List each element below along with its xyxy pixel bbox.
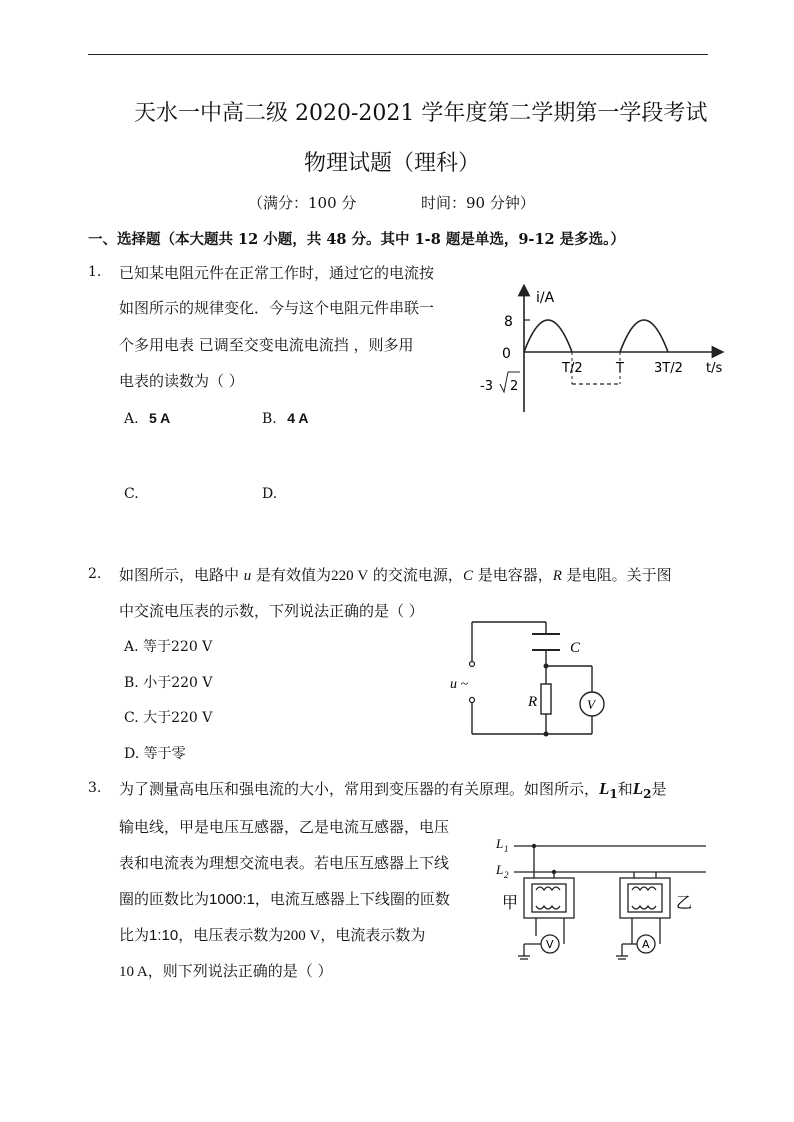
text-run: 比为 [119,926,150,944]
score-info: （满分：100 分 [248,194,357,212]
q1-line-1: 已知某电阻元件在正常工作时，通过它的电流按 [119,264,435,282]
text-run: 是电阻。关于图 [561,566,672,584]
text-run: ，则下列说法正确的是（ ） [147,962,333,980]
text-run: 如图所示，电路中 [119,566,244,584]
value-200v: 200 V [283,928,321,944]
subscript: 1 [504,844,509,854]
tick-label-period: T [616,361,624,376]
current-time-graph [470,284,730,424]
terminal-icon [470,698,475,703]
symbol-l1: L [599,779,610,798]
origin-label: 0 [502,346,511,362]
subscript: 2 [504,870,509,880]
header-rule [88,54,708,55]
q1-option-d[interactable]: D. [262,486,278,502]
tick-label-8: 8 [504,314,513,330]
junction-dot [552,870,556,874]
q2-option-d[interactable]: D. 等于零 [124,746,186,762]
positive-half-wave-1 [524,320,572,352]
label-yi: 乙 [676,893,693,912]
q3-line-3: 表和电流表为理想交流电表。若电压互感器上下线 [119,854,450,872]
time-info: 时间：90 分钟） [421,194,535,212]
exam-subtitle: 物理试题（理科） [304,151,481,176]
q2-option-a[interactable]: A. 等于220 V [124,639,213,655]
junction-dot [544,732,549,737]
value-220v: 220 V [331,568,369,584]
text-run: ，电流互感器上下线圈的匝数 [254,890,450,908]
question-number: 2. [88,566,102,582]
text-run: 圈的匝数比为 [119,890,210,908]
junction-dot [544,664,549,669]
terminal-icon [470,662,475,667]
voltmeter-icon: V [546,938,554,951]
q2-line-2: 中交流电压表的示数，下列说法正确的是（ ） [119,602,424,620]
option-letter: B. [262,411,277,427]
option-value: 5 A [149,410,171,426]
ratio-voltage: 1000:1 [209,891,255,908]
text-run: 是有效值为 [251,566,332,584]
transformer-diagram [494,828,714,968]
line-l1-label: L [496,836,504,851]
q1-line-4: 电表的读数为（ ） [119,372,244,390]
ratio-current: 1:10 [149,927,179,944]
q1-option-b[interactable] [262,410,308,427]
q1-line-3: 个多用电表 已调至交变电流电流挡 ，则多用 [119,336,414,354]
text-run: ，电压表示数为 [178,926,284,944]
q2-option-b[interactable]: B. 小于220 V [124,675,213,691]
symbol-u: u [243,568,252,584]
subscript: 2 [643,787,652,801]
sqrt-operand: 2 [510,379,519,394]
q1-option-a[interactable] [124,410,170,427]
q3-line-2: 输电线，甲是电压互感器，乙是电流互感器，电压 [119,818,450,836]
ammeter-icon: A [642,938,650,951]
symbol-c: C [462,568,473,584]
label-jia: 甲 [502,893,519,912]
tick-label-half-period: T/2 [562,361,583,376]
text-run: 和 [617,780,633,798]
question-number: 1. [88,264,102,280]
q1-option-c[interactable]: C. [124,486,139,502]
x-axis-label: t/s [706,361,723,376]
junction-dot [532,844,536,848]
subscript: 1 [609,787,618,801]
question-number: 3. [88,780,102,796]
q3-line-1 [119,778,667,801]
q3-line-5 [119,924,425,945]
tick-label-three-half: 3T/2 [654,361,683,376]
symbol-l2: L [632,779,644,798]
text-run: 的交流电源， [368,566,463,584]
y-axis-label: i/A [536,290,555,306]
line-l2-label: L [496,862,504,877]
q3-line-4 [119,888,450,909]
source-label: u ~ [450,677,469,692]
section-heading: 一、选择题（本大题共 12 小题，共 48 分。其中 1-8 题是单选，9-12 是多选。） [88,231,625,248]
text-run: ，电流表示数为 [320,926,426,944]
option-letter: A. [124,411,139,427]
q2-line-1 [119,564,672,585]
capacitor-label: C [570,640,581,656]
capacitor-circuit-diagram [450,614,630,744]
q2-option-c[interactable]: C. 大于220 V [124,710,213,726]
exam-title: 天水一中高二级 2020-2021 学年度第二学期第一学段考试 [134,101,708,126]
option-value: 4 A [287,410,309,426]
text-run: 为了测量高电压和强电流的大小，常用到变压器的有关原理。如图所示， [119,780,600,798]
symbol-r: R [552,568,562,584]
text-run: 是 [651,780,667,798]
value-10a: 10 A [119,964,148,980]
resistor-label: R [528,694,538,710]
positive-half-wave-2 [620,320,668,352]
tick-label-neg: -3 [480,379,493,394]
voltmeter-icon: V [587,697,595,712]
text-run: 是电容器， [472,566,553,584]
q1-line-2: 如图所示的规律变化．今与这个电阻元件串联一 [119,299,435,317]
q3-line-6 [119,960,333,981]
